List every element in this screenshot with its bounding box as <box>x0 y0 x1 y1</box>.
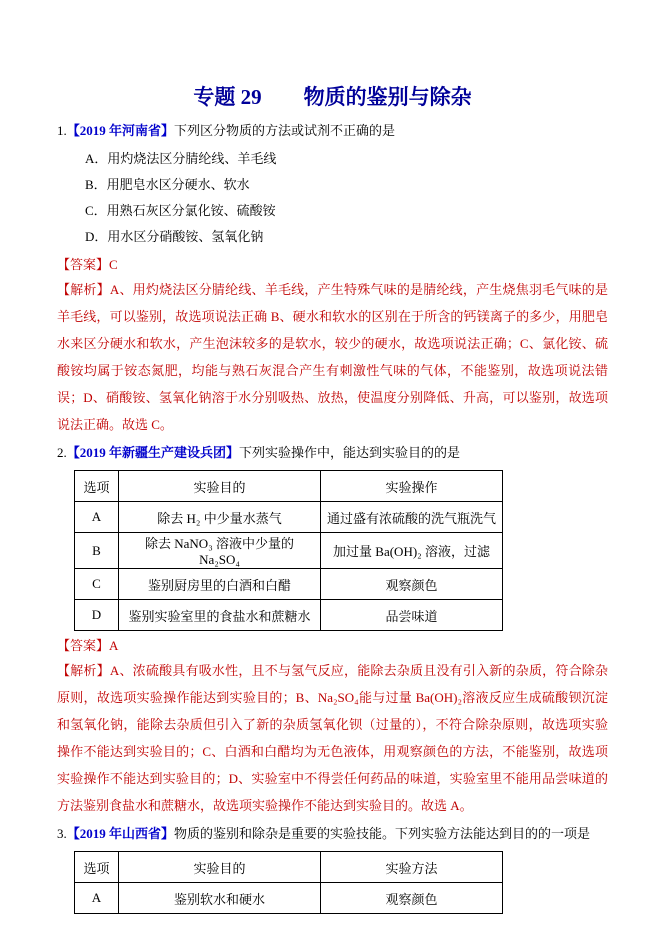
header-purpose: 实验目的 <box>119 471 321 502</box>
analysis-text: A、浓硫酸具有吸水性，且不与氢气反应，能除去杂质且没有引入新的杂质，符合除杂原则，故选项实验操作能达到实验目的；B、Na₂SO₄能与过量 Ba(OH)₂溶液反应生成硫酸钡沉淀和氢氧化钠，能除去杂质但引入了新的杂质氢氧化钡（过量的），不符合除杂原则，故选项实验操作不能达到实验目的；C、白酒和白醋均为无色液体，用观察颜色的方法，不能鉴别，故选项实验操作不能达到实验目的；D、实验室中不得尝任何药品的味道，实验室里不能用品尝味道的方法鉴别食盐水和蔗糖水，故选项实验操作不能达到实验目的。故选 A。 <box>57 663 608 813</box>
question-stem-text: 下列实验操作中，能达到实验目的的是 <box>239 445 461 460</box>
analysis-label: 【解析】 <box>57 663 110 678</box>
answer-label: 【答案】 <box>57 257 110 272</box>
table-header-row <box>75 852 503 883</box>
cell-operation: 加过量 Ba(OH)₂ 溶液，过滤 <box>321 533 503 569</box>
question-2 <box>57 444 608 819</box>
question-1 <box>57 122 608 438</box>
cell-purpose: 鉴别实验室里的食盐水和蔗糖水 <box>119 600 321 631</box>
table-header-row <box>75 471 503 502</box>
header-option: 选项 <box>75 471 119 502</box>
header-purpose: 实验目的 <box>119 852 321 883</box>
question-3-stem <box>57 825 608 843</box>
answer-value: A <box>109 638 119 653</box>
cell-purpose: 鉴别软水和硬水 <box>119 883 321 914</box>
cell-operation: 品尝味道 <box>321 600 503 631</box>
option-d: D．用水区分硝酸铵、氢氧化钠 <box>85 229 264 244</box>
table-row <box>75 502 503 533</box>
cell-operation: 通过盛有浓硫酸的洗气瓶洗气 <box>321 502 503 533</box>
question-stem-text: 物质的鉴别和除杂是重要的实验技能。下列实验方法能达到目的的一项是 <box>174 826 591 841</box>
option-c: C．用熟石灰区分氯化铵、硫酸铵 <box>85 203 276 218</box>
question-source-tag: 【2019 年河南省】 <box>66 123 175 138</box>
analysis-label: 【解析】 <box>57 282 110 297</box>
cell-operation: 观察颜色 <box>321 569 503 600</box>
answer-label: 【答案】 <box>57 638 110 653</box>
question-number: 3. <box>57 826 67 841</box>
question-2-answer <box>57 637 608 655</box>
question-1-answer <box>57 256 608 274</box>
question-number: 1. <box>57 123 67 138</box>
cell-option: C <box>75 569 119 600</box>
analysis-text: A、用灼烧法区分腈纶线、羊毛线，产生特殊气味的是腈纶线，产生烧焦羽毛气味的是羊毛线，可以鉴别，故选项说法正确 B、硬水和软水的区别在于所含的钙镁离子的多少，用肥皂水来区分硬水和软水，产生泡沫较多的是软水，较少的硬水，故选项说法正确；C、氯化铵、硫酸铵均属于铵态氮肥，均能与熟石灰混合产生有刺激性气味的气体，不能鉴别，故选项说法错误；D、硝酸铵、氢氧化钠溶于水分别吸热、放热，使温度分别降低、升高，可以鉴别，故选项说法正确。故选 C。 <box>57 282 608 432</box>
question-source-tag: 【2019 年山西省】 <box>66 826 175 841</box>
question-1-options <box>57 146 608 250</box>
cell-option: D <box>75 600 119 631</box>
question-source-tag: 【2019 年新疆生产建设兵团】 <box>66 445 240 460</box>
cell-purpose: 除去 H₂ 中少量水蒸气 <box>119 502 321 533</box>
cell-option: A <box>75 502 119 533</box>
question-2-stem <box>57 444 608 462</box>
question-1-stem <box>57 122 608 140</box>
cell-method: 观察颜色 <box>321 883 503 914</box>
option-b: B．用肥皂水区分硬水、软水 <box>85 177 250 192</box>
cell-option: A <box>75 883 119 914</box>
cell-purpose: 除去 NaNO₃ 溶液中少量的 Na₂SO₄ <box>119 533 321 569</box>
question-3 <box>57 825 608 914</box>
question-2-analysis <box>57 657 608 819</box>
header-operation: 实验操作 <box>321 471 503 502</box>
question-3-table <box>74 851 503 914</box>
header-method: 实验方法 <box>321 852 503 883</box>
cell-purpose: 鉴别厨房里的白酒和白醋 <box>119 569 321 600</box>
table-row <box>75 883 503 914</box>
header-option: 选项 <box>75 852 119 883</box>
table-row <box>75 600 503 631</box>
question-1-analysis <box>57 276 608 438</box>
cell-option: B <box>75 533 119 569</box>
table-row <box>75 569 503 600</box>
table-row <box>75 533 503 569</box>
question-2-table <box>74 470 503 631</box>
page-title: 专题 29 物质的鉴别与除杂 <box>193 85 472 109</box>
question-number: 2. <box>57 445 67 460</box>
answer-value: C <box>109 257 118 272</box>
option-a: A．用灼烧法区分腈纶线、羊毛线 <box>85 151 277 166</box>
question-stem-text: 下列区分物质的方法或试剂不正确的是 <box>174 123 396 138</box>
